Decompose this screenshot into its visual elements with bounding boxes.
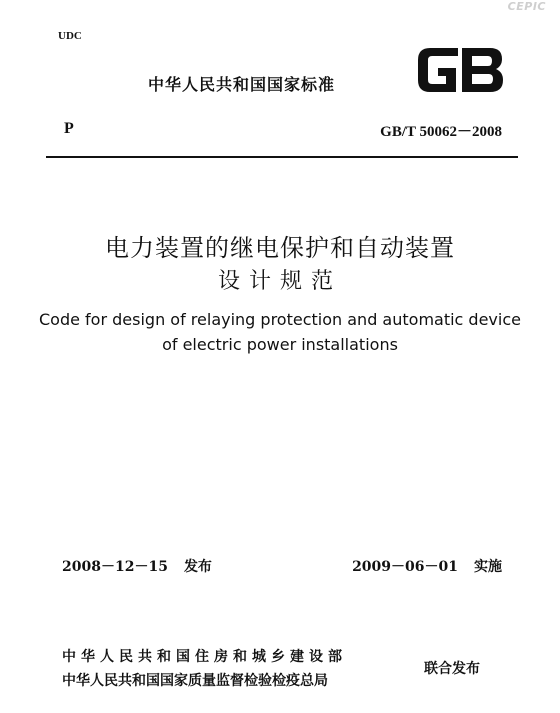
issue-date: 2008－12－15 (62, 559, 168, 575)
title-english-line-1: Code for design of relaying protection and automatic device (39, 310, 521, 329)
standard-number: GB/T 50062－2008 (380, 124, 502, 140)
title-chinese-line-2: 设计规范 (217, 269, 342, 294)
classification-code: P (64, 120, 74, 137)
joint-issue-label: 联合发布 (424, 661, 480, 677)
issue-label: 发布 (183, 559, 212, 575)
implement-date-block (352, 556, 502, 576)
issue-date-block (62, 556, 212, 576)
implement-date: 2009－06－01 (352, 559, 458, 575)
issuer-aqsiq: 中华人民共和国国家质量监督检验检疫总局 (62, 673, 328, 689)
header-divider (46, 156, 518, 158)
implement-label: 实施 (474, 559, 502, 575)
standard-name: 中华人民共和国国家标准 (148, 75, 336, 94)
watermark-text: CEPIC (507, 0, 546, 13)
issuer-ministry-housing: 中华人民共和国住房和城乡建设部 (62, 649, 347, 665)
gb-logo-icon (414, 44, 506, 96)
udc-label: UDC (58, 30, 82, 42)
title-english-line-2: of electric power installations (162, 335, 398, 354)
title-chinese-line-1: 电力装置的继电保护和自动装置 (105, 234, 455, 262)
